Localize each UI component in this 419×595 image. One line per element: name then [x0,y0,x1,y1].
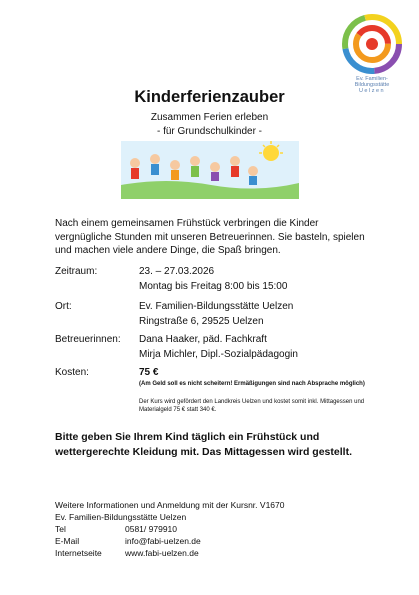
footer-tel-value: 0581/ 979910 [125,524,177,534]
children-playing-illustration [121,141,299,199]
footer-web-label: Internetseite [55,548,102,558]
footer-org: Ev. Familien-Bildungsstätte Uelzen [55,512,187,522]
footer-web-link[interactable]: www.fabi-uelzen.de [125,548,199,558]
zeitraum-label: Zeitraum: [55,266,98,277]
footer-info: Weitere Informationen und Anmeldung mit der Kursnr. V1670 [55,500,285,510]
children-illustration-icon [121,141,299,199]
footer-email-label: E-Mail [55,536,80,546]
kosten-label: Kosten: [55,367,89,378]
intro-paragraph: Nach einem gemeinsamen Frühstück verbringen die Kinder vergnügliche Stunden mit unseren Betreuerinnen. Sie basteln, spielen und machen viele andere Dinge, die Spaß bringen. [55,218,365,256]
subtitle-line2: - für Grundschulkinder - [156,126,263,137]
zeitraum-date: 23. – 27.03.2026 [139,266,215,277]
kosten-note-discount: (Am Geld soll es nicht scheitern! Ermäßigungen sind nach Absprache möglich) [139,381,365,387]
ort-name: Ev. Familien-Bildungsstätte Uelzen [139,301,294,312]
logo-text-line3: Uelzen [358,88,386,94]
ort-label: Ort: [55,301,72,312]
subtitle-line1: Zusammen Ferien erleben [150,112,269,123]
betreuer-1: Dana Haaker, päd. Fachkraft [139,334,267,345]
kosten-note-funding: Der Kurs wird gefördert den Landkreis Uelzen und kostet somit inkl. Mittagessen und Materialgeld 75 € statt 340 €. [139,399,365,413]
page-title: Kinderferienzauber [134,88,285,106]
logo-text-line1: Ev. Familien- [356,76,388,82]
betreuer-label: Betreuerinnen: [55,334,121,345]
betreuer-2: Mirja Michler, Dipl.-Sozialpädagogin [139,349,298,360]
kosten-value: 75 € [139,367,159,378]
zeitraum-time: Montag bis Freitag 8:00 bis 15:00 [139,281,288,292]
spiral-logo-icon [340,14,404,76]
footer-email-link[interactable]: info@fabi-uelzen.de [125,536,201,546]
ort-address: Ringstraße 6, 29525 Uelzen [139,316,264,327]
important-note: Bitte geben Sie Ihrem Kind täglich ein Frühstück und wettergerechte Kleidung mit. Das Mittagessen wird gestellt. [55,431,352,458]
logo-text-line2: Bildungsstätte [354,82,390,88]
footer-tel-label: Tel [55,524,66,534]
